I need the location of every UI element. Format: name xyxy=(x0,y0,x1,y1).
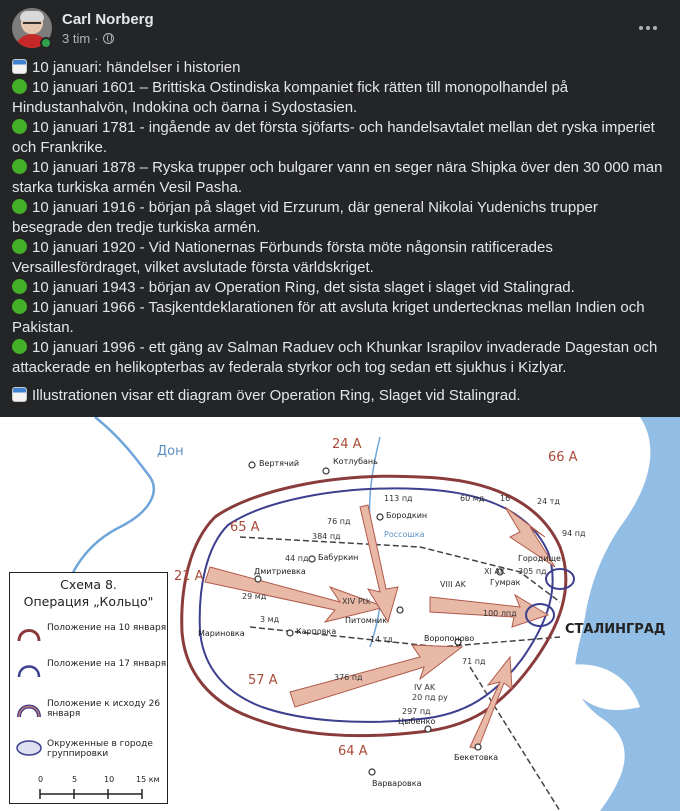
army-label: 57 А xyxy=(248,673,278,688)
author-name[interactable]: Carl Norberg xyxy=(62,11,154,28)
unit-label: XIV Ptk xyxy=(342,597,371,606)
scale-bar-line xyxy=(38,788,160,800)
place-label: Карповка xyxy=(296,627,337,636)
green-circle-icon xyxy=(12,239,27,254)
unit-label: 76 пд xyxy=(327,517,351,526)
event-text: 10 januari 1878 – Ryska trupper och bulgarer vann en seger nära Shipka över den 30 000 man starka turkiska armén Vesil Pasha. xyxy=(12,159,663,196)
post-outro-text: Illustrationen visar ett diagram över Operation Ring, Slaget vid Stalingrad. xyxy=(32,387,521,404)
unit-label: 384 пд xyxy=(312,532,341,541)
legend-swatch-jan10 xyxy=(15,621,43,643)
place-label: Дмитриевка xyxy=(254,567,306,576)
scale-tick: 10 xyxy=(104,775,115,784)
village-dot xyxy=(377,514,383,520)
city-label: СТАЛИНГРАД xyxy=(565,622,666,637)
place-label: Воропоново xyxy=(424,634,475,643)
army-label: 24 А xyxy=(332,437,362,452)
army-label: 64 А xyxy=(338,744,368,759)
unit-label: IV AK xyxy=(414,683,436,692)
legend-title: Схема 8. xyxy=(60,577,117,592)
unit-label: 71 пд xyxy=(462,657,486,666)
more-options-button[interactable] xyxy=(630,14,666,42)
village-dot xyxy=(255,576,261,582)
place-label: Мариновка xyxy=(198,629,245,638)
green-circle-icon xyxy=(12,199,27,214)
encircled-group xyxy=(546,569,574,589)
event-text: 10 januari 1966 - Tasjkentdeklarationen för att avsluta kriget undertecknas mellan Indien och Pakistan. xyxy=(12,299,645,336)
event-item xyxy=(12,338,672,378)
event-item xyxy=(12,158,672,198)
legend-label: Положение к исходу 26 января xyxy=(47,699,161,719)
event-item xyxy=(12,198,672,238)
place-label: Варваровка xyxy=(372,779,422,788)
railway xyxy=(470,667,560,811)
unit-label: 20 пд ру xyxy=(412,693,448,702)
scale-tick: 0 xyxy=(38,775,44,784)
legend-label: Окруженные в городе группировки xyxy=(47,739,153,759)
unit-label: 297 пд xyxy=(402,707,431,716)
calendar-icon xyxy=(12,387,27,402)
river-label: Россошка xyxy=(384,530,425,539)
avatar-glasses xyxy=(23,22,41,27)
event-text: 10 januari 1916 - början på slaget vid Erzurum, där general Nikolai Yudenichs trupper besegrade den tredje turkiska armén. xyxy=(12,199,598,236)
green-circle-icon xyxy=(12,119,27,134)
village-dot xyxy=(369,769,375,775)
army-label: 21 А xyxy=(174,569,204,584)
place-label: Бородкин xyxy=(386,511,428,520)
unit-label: 44 пд xyxy=(285,554,309,563)
event-item xyxy=(12,298,672,338)
unit-label: 376 пд xyxy=(334,673,363,682)
event-item xyxy=(12,278,672,298)
village-dot xyxy=(323,468,329,474)
village-dot xyxy=(397,607,403,613)
unit-label: XI AK xyxy=(484,567,506,576)
village-dot xyxy=(249,462,255,468)
more-dot-icon xyxy=(653,26,657,30)
post-image-map[interactable] xyxy=(0,417,680,811)
post-intro xyxy=(12,58,672,78)
legend-subtitle: Операция „Кольцо" xyxy=(23,594,154,609)
calendar-icon xyxy=(12,59,27,74)
event-item xyxy=(12,78,672,118)
legend-label: Положение на 10 января xyxy=(47,623,167,633)
event-text: 10 januari 1996 - ett gäng av Salman Raduev och Khunkar Israpilov invaderade Dagestan och attackerade en helikopterbas av federala styrkor och tog sedan ett sjukhus i Kizlyar. xyxy=(12,339,658,376)
village-dot xyxy=(475,744,481,750)
post-time[interactable]: 3 tim xyxy=(62,31,91,46)
green-circle-icon xyxy=(12,299,27,314)
unit-label: 16 xyxy=(500,494,511,503)
legend-swatch-encircled xyxy=(15,737,43,759)
event-text: 10 januari 1781 - ingående av det första sjöfarts- och handelsavtalet mellan det ryska imperiet och Frankrike. xyxy=(12,119,655,156)
army-label: 65 А xyxy=(230,520,260,535)
legend-swatch-jan26 xyxy=(15,697,43,719)
globe-icon[interactable] xyxy=(103,33,114,44)
place-label: Бабуркин xyxy=(318,553,359,562)
green-circle-icon xyxy=(12,339,27,354)
place-label: Бекетовка xyxy=(454,753,499,762)
event-text: 10 januari 1601 – Brittiska Ostindiska kompaniet fick rätten till monopolhandel på Hindustanhalvön, Indokina och öarna i Sydostasien. xyxy=(12,79,569,116)
unit-label: 113 пд xyxy=(384,494,413,503)
scale-tick: 5 xyxy=(72,775,78,784)
place-label: Котлубань xyxy=(333,457,378,466)
map-legend xyxy=(9,572,168,804)
post-body xyxy=(12,58,672,406)
more-dot-icon xyxy=(639,26,643,30)
unit-label: 60 мд xyxy=(460,494,485,503)
village-dot xyxy=(287,630,293,636)
meta-separator: · xyxy=(94,31,99,46)
post-meta xyxy=(62,31,114,46)
village-dot xyxy=(425,726,431,732)
scale-tick: 15 км xyxy=(136,775,160,784)
avatar-hair xyxy=(20,11,44,21)
unit-label: 24 тд xyxy=(537,497,560,506)
army-label: 66 А xyxy=(548,450,578,465)
unit-label: 29 мд xyxy=(242,592,267,601)
green-circle-icon xyxy=(12,159,27,174)
post-intro-text: 10 januari: händelser i historien xyxy=(32,59,241,76)
river-volga xyxy=(575,417,680,811)
post-header xyxy=(0,0,680,56)
event-text: 10 januari 1920 - Vid Nationernas Förbunds första möte någonsin ratificerades Versaillesfördraget, vilket avslutade första världskriget. xyxy=(12,239,553,276)
place-label: Вертячий xyxy=(259,459,300,468)
place-label: Гумрак xyxy=(490,578,521,587)
unit-label: 14 тд xyxy=(370,635,393,644)
map-scale-bar xyxy=(38,775,160,801)
legend-swatch-jan17 xyxy=(15,657,43,679)
unit-label: 305 пд xyxy=(518,567,547,576)
river-label: Дон xyxy=(157,444,184,459)
post-outro xyxy=(12,386,672,406)
village-dot xyxy=(309,556,315,562)
place-label: Питомник xyxy=(345,616,388,625)
event-item xyxy=(12,238,672,278)
event-text: 10 januari 1943 - början av Operation Ring, det sista slaget i slaget vid Stalingrad. xyxy=(32,279,575,296)
event-item xyxy=(12,118,672,158)
place-label: Городище xyxy=(518,554,561,563)
online-status-dot xyxy=(40,37,52,49)
green-circle-icon xyxy=(12,79,27,94)
unit-label: 94 пд xyxy=(562,529,586,538)
place-label: Цыбенко xyxy=(398,717,436,726)
legend-label: Положение на 17 января xyxy=(47,659,167,669)
unit-label: 3 мд xyxy=(260,615,280,624)
green-circle-icon xyxy=(12,279,27,294)
more-dot-icon xyxy=(646,26,650,30)
unit-label: 100 лпд xyxy=(483,609,517,618)
unit-label: VIII AK xyxy=(440,580,466,589)
